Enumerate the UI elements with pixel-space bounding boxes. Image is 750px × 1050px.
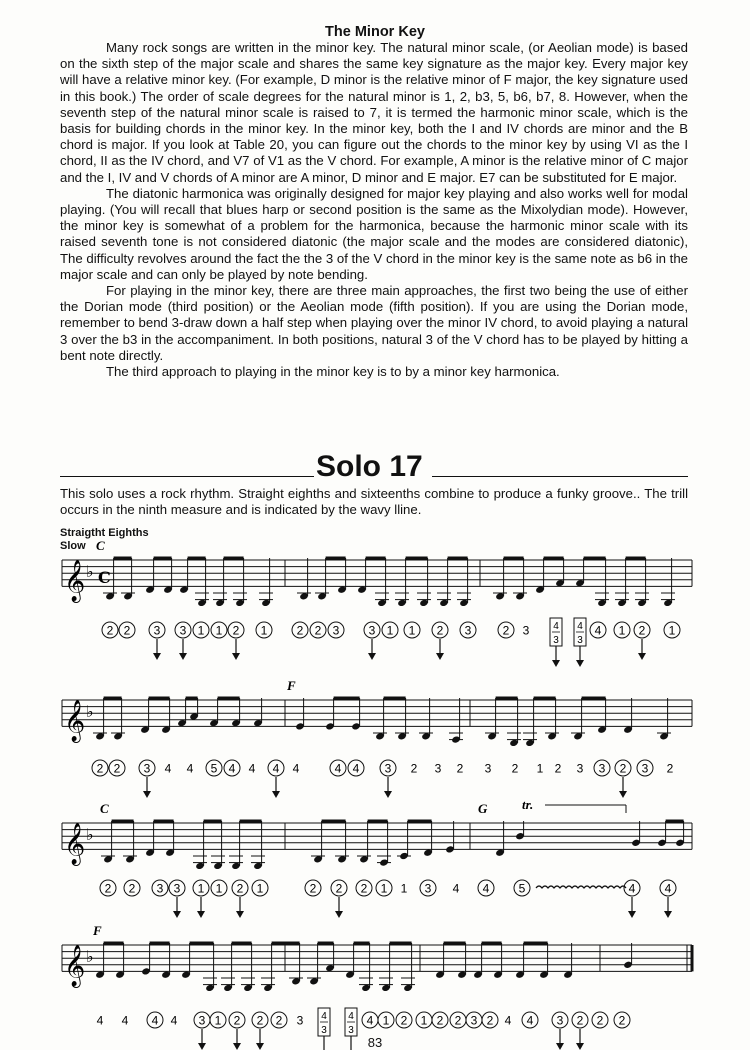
tab-hole: 4 [553,621,559,632]
tab-hole: 2 [436,1013,444,1028]
tempo-line: Straigtht Eighths [60,527,149,539]
tab-hole: 3 [470,1013,478,1028]
tab-hole: 2 [456,761,464,776]
tab-hole: 1 [197,881,205,896]
bend-arrow-icon [552,660,560,667]
tab-hole: 2 [596,1013,604,1028]
tab-hole: 1 [536,761,544,776]
tab-hole: 3 [153,623,161,638]
tab-hole: 3 [464,623,472,638]
tab-hole: 3 [598,761,606,776]
tab-hole: 2 [128,881,136,896]
treble-clef-icon: 𝄞 [64,700,86,742]
tab-hole: 4 [151,1013,159,1028]
bend-arrow-icon [335,911,343,918]
treble-clef-icon: 𝄞 [64,823,86,865]
tab-hole: 2 [275,1013,283,1028]
staff-system [62,797,692,918]
staff-system [62,923,692,1050]
tab-hole: 3 [143,761,151,776]
tab-hole: 2 [309,881,317,896]
tab-hole: 1 [400,881,408,896]
staff-system [62,538,692,667]
chord-symbol: C [100,801,109,816]
tab-hole: 3 [484,761,492,776]
tab-hole: 5 [518,881,526,896]
bend-arrow-icon [153,653,161,660]
bend-arrow-icon [638,653,646,660]
trill-wavy-line [536,886,626,888]
trill-label: tr. [522,797,534,812]
tab-hole: 4 [452,881,460,896]
tempo-line: Slow [60,540,86,552]
tab-hole: 4 [334,761,342,776]
tab-hole: 1 [214,1013,222,1028]
tab-hole: 3 [332,623,340,638]
bend-arrow-icon [232,653,240,660]
tab-hole: 2 [436,623,444,638]
section-title: The Minor Key [325,24,425,40]
tab-hole: 2 [618,1013,626,1028]
tab-hole: 4 [526,1013,534,1028]
chord-symbol: F [93,923,102,938]
tab-hole: 3 [156,881,164,896]
tab-hole: 2 [619,761,627,776]
treble-clef-icon: 𝄞 [64,560,86,602]
tab-hole: 4 [96,1013,104,1028]
tab-hole: 4 [292,761,300,776]
tab-hole: 4 [272,761,280,776]
bend-arrow-icon [436,653,444,660]
paragraph: The third approach to playing in the minor key is to by a minor key harmonica. [106,364,560,380]
time-signature: C [98,567,111,587]
bend-arrow-icon [272,791,280,798]
tab-hole: 3 [556,1013,564,1028]
tab-hole: 4 [321,1011,327,1022]
tab-hole: 2 [236,881,244,896]
tab-hole: 4 [348,1011,354,1022]
tab-hole: 2 [502,623,510,638]
tab-hole: 1 [215,623,223,638]
tab-hole: 2 [233,1013,241,1028]
bend-arrow-icon [384,791,392,798]
tab-hole: 4 [352,761,360,776]
tab-hole: 3 [553,635,559,646]
tab-hole: 2 [335,881,343,896]
tab-hole: 2 [554,761,562,776]
treble-clef-icon: 𝄞 [64,945,86,987]
paragraph: The diatonic harmonica was originally designed for major key playing and also works well for modal playing. (You will recall that blues harp or second position is the same as the Mixolydian mode). However, the minor key is somewhat of a problem for the harmonica, because the harmonic minor scale with its raised seventh tone is not considered diatonic (the major scale and the modes are considered diatonic), The difficulty revolves around the fact the the 3 of the V chord in the minor key is the same note as b6 in the major scale and can only be played by note bending. [60,185,688,282]
tab-hole: 2 [400,1013,408,1028]
tab-hole: 3 [424,881,432,896]
tab-hole: 1 [382,1013,390,1028]
tab-hole: 4 [577,621,583,632]
tab-hole: 2 [96,761,104,776]
tab-hole: 4 [366,1013,374,1028]
tab-hole: 1 [618,623,626,638]
bend-arrow-icon [664,911,672,918]
tab-hole: 5 [210,761,218,776]
tab-hole: 3 [641,761,649,776]
solo-title: Solo 17 [316,450,423,483]
bend-arrow-icon [368,653,376,660]
staff-system [62,678,692,798]
tab-hole: 4 [228,761,236,776]
tab-hole: 2 [232,623,240,638]
bend-arrow-icon [143,791,151,798]
tab-hole: 2 [638,623,646,638]
tab-hole: 2 [113,761,121,776]
tab-hole: 3 [434,761,442,776]
paragraph: Many rock songs are written in the minor key. The natural minor scale, (or Aeolian mode) is based on the sixth step of the major scale and shares the same key signature as the major key. Every major key will have a relative minor key. (For example, D minor is the relative minor of F major, the key signature used in this book.) The order of scale degrees for the natural minor is 1, 2, b3, 5, b6, b7, 8. However, when the seventh step of the natural minor scale is raised to 7, it is termed the harmonic minor scale, which is the basis for building chords in the minor key. In the minor key, both the I and IV chords are minor and the B chord is major. If you look at Table 20, you can figure out the chords to the minor key by using VI as the I chord, II as the IV chord, and V7 of V1 as the V chord. For example, A minor is the relative minor of C major and the I, IV and V chords of A minor are A minor, D minor and E major. E7 can be substituted for E major. [60,40,688,185]
tab-hole: 1 [420,1013,428,1028]
chord-symbol: F [287,678,296,693]
tab-hole: 2 [256,1013,264,1028]
tab-hole: 2 [104,881,112,896]
tab-hole: 2 [410,761,418,776]
bend-arrow-icon [619,791,627,798]
tab-hole: 2 [576,1013,584,1028]
bend-arrow-icon [628,911,636,918]
tab-hole: 4 [248,761,256,776]
bend-arrow-icon [197,911,205,918]
tab-hole: 2 [106,623,114,638]
flat-key-signature-icon: ♭ [86,825,94,845]
tab-hole: 3 [368,623,376,638]
tab-hole: 2 [511,761,519,776]
tab-hole: 1 [197,623,205,638]
tab-hole: 1 [380,881,388,896]
tab-hole: 4 [594,623,602,638]
tab-hole: 3 [576,761,584,776]
flat-key-signature-icon: ♭ [86,702,94,722]
bend-arrow-icon [236,911,244,918]
chord-symbol: G [478,801,488,816]
tab-hole: 3 [321,1025,327,1036]
tab-hole: 3 [348,1025,354,1036]
tab-hole: 4 [170,1013,178,1028]
bend-arrow-icon [179,653,187,660]
tab-hole: 3 [296,1013,304,1028]
tab-hole: 2 [454,1013,462,1028]
tab-hole: 4 [164,761,172,776]
tab-hole: 1 [215,881,223,896]
flat-key-signature-icon: ♭ [86,562,94,582]
tab-hole: 1 [260,623,268,638]
tab-hole: 3 [384,761,392,776]
tab-hole: 3 [522,623,530,638]
bend-arrow-icon [576,660,584,667]
tab-hole: 4 [121,1013,129,1028]
tab-hole: 4 [504,1013,512,1028]
chord-symbol: C [96,538,105,553]
tab-hole: 2 [296,623,304,638]
paragraph: For playing in the minor key, there are three main approaches, the first two being the use of either the Dorian mode (third position) or the Aeolian mode (fifth position). If you are using the Dorian mode, remember to bend 3-draw down a half step when playing over the minor IV chord, to avoid playing a natural 3 over the b3 in the accompaniment. In both positions, natural 3 of the V chord has to be played by hitting a bent note directly. [60,283,688,363]
tab-hole: 2 [666,761,674,776]
tab-hole: 4 [482,881,490,896]
tab-hole: 2 [314,623,322,638]
tab-hole: 3 [198,1013,206,1028]
tab-hole: 3 [173,881,181,896]
tab-hole: 2 [360,881,368,896]
tab-hole: 4 [628,881,636,896]
page-number: 83 [367,1035,383,1050]
solo-description: This solo uses a rock rhythm. Straight eighths and sixteenths combine to produce a funky groove.. The trill occurs in the ninth measure and is indicated by the wavy lline. [60,486,688,517]
flat-key-signature-icon: ♭ [86,947,94,967]
bend-arrow-icon [173,911,181,918]
tab-hole: 3 [577,635,583,646]
tab-hole: 1 [668,623,676,638]
tab-hole: 4 [186,761,194,776]
tab-hole: 1 [408,623,416,638]
tab-hole: 1 [256,881,264,896]
tab-hole: 2 [123,623,131,638]
tab-hole: 3 [179,623,187,638]
tab-hole: 2 [486,1013,494,1028]
tab-hole: 1 [386,623,394,638]
tab-hole: 4 [664,881,672,896]
